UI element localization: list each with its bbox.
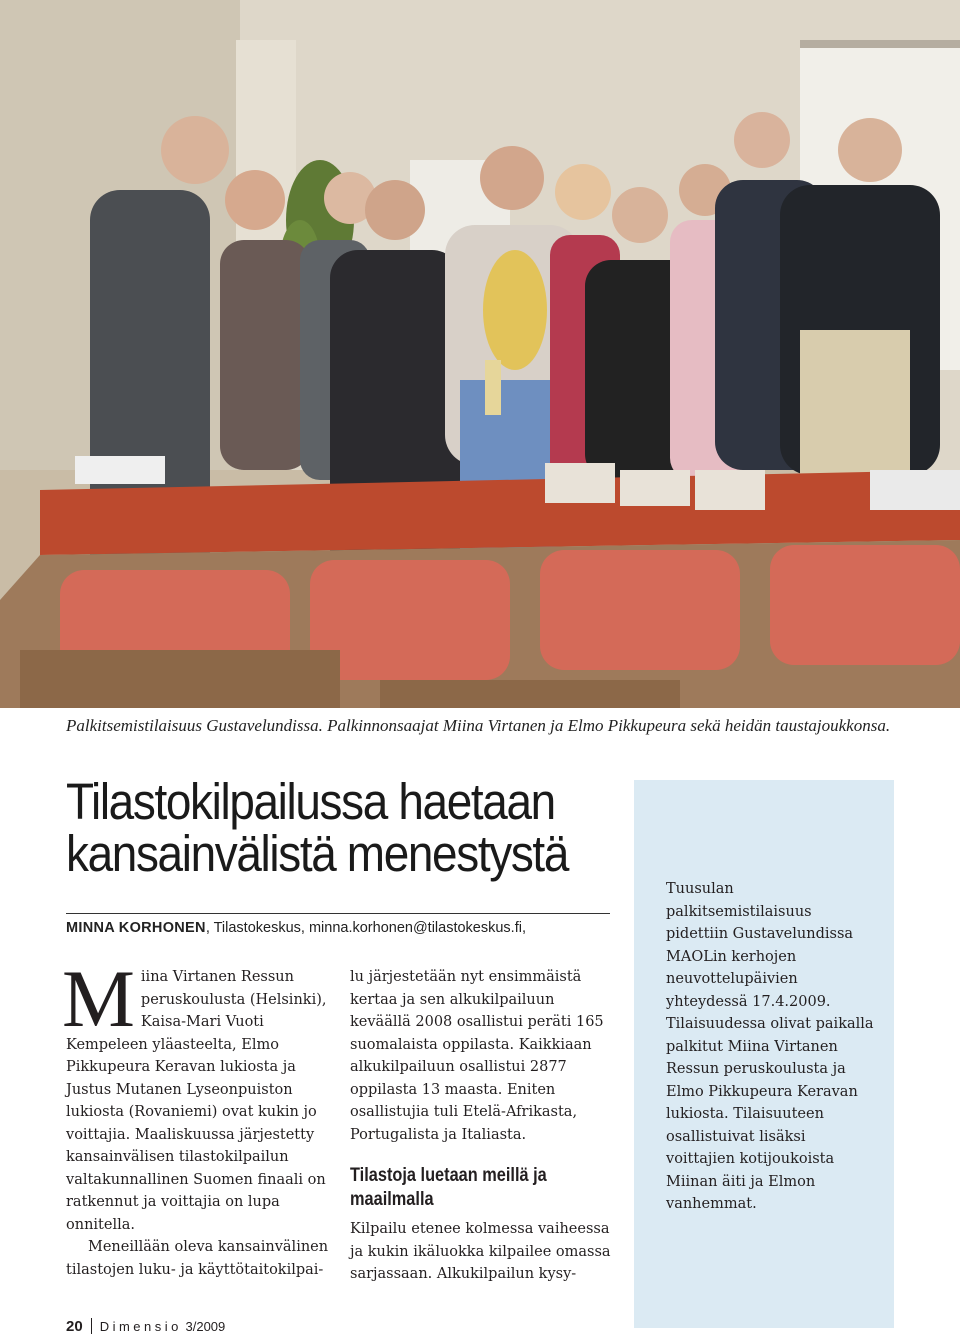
byline-author: MINNA KORHONEN — [66, 920, 206, 936]
intro-paragraph — [62, 953, 331, 1236]
paragraph-continued: lu järjestetään nyt ensimmäistä kertaa ja sen alkukilpailuun keväällä 2008 osallistui peräti 165 suomalaista oppilasta. Kaikkiaan alkukilpailuun osallistui 2877 oppilasta 13 maasta. Eniten osallistujia tuli Etelä-Afrikasta, Portugalista ja Italiasta. — [350, 969, 604, 1143]
section-subheading: Tilastoja luetaan meillä ja maailmalla — [350, 1165, 547, 1210]
byline — [66, 920, 626, 936]
byline-divider — [66, 913, 610, 914]
paragraph-3: Kilpailu etenee kolmessa vaiheessa ja kukin ikäluokka kilpailee omassa sarjassaan. Alkukilpailun kysy- — [350, 1221, 611, 1282]
footer-separator — [91, 1318, 92, 1334]
headline-line-1: Tilastokilpailussa haetaan — [66, 773, 555, 830]
page-footer — [66, 1318, 225, 1335]
issue-number: 3/2009 — [185, 1319, 226, 1334]
drop-cap: M — [62, 953, 135, 1044]
headline-line-2: kansainvälistä menestystä — [66, 825, 569, 882]
intro-text: iina Virtanen Ressun peruskoulusta (Helsinki), Kaisa-Mari Vuoti Kempeleen yläasteelta, Elmo Pikkupeura Keravan lukiosta ja Justus Mutanen Lyseonpuiston lukiosta (Rovaniemi) ovat kukin jo voittajia. Maaliskuussa järjestetty kansainvälisen tilastokilpailun valtakunnallinen Suomen finaali on ratkennut ja voittajia on lupa onnitella. — [66, 969, 327, 1233]
article-column-1 — [62, 953, 331, 1281]
sidebar-text: Tuusulan palkitsemistilaisuus pidettiin Gustavelundissa MAOLin kerhojen neuvottelupäivien yhteydessä 17.4.2009. Tilaisuudessa olivat paikalla palkitut Miina Virtanen Ressun peruskoulusta ja Elmo Pikkupeura Keravan lukiosta. Tilaisuuteen osallistuivat lisäksi voittajien kotijoukoista Miinan äiti ja Elmon vanhemmat. — [666, 881, 874, 1212]
article-column-2 — [350, 966, 615, 1286]
byline-details: , Tilastokeskus, minna.korhonen@tilastokeskus.fi, — [205, 920, 526, 936]
photo-caption: Palkitsemistilaisuus Gustavelundissa. Palkinnonsaajat Miina Virtanen ja Elmo Pikkupeura sekä heidän taustajoukkonsa. — [66, 716, 891, 735]
article-headline — [66, 773, 570, 882]
paragraph-2: Meneillään oleva kansainvälinen tilastojen luku- ja käyttötaitokilpai- — [66, 1239, 329, 1278]
page-number: 20 — [66, 1318, 83, 1335]
sidebar-box — [634, 780, 894, 1328]
magazine-name: Dimensio — [99, 1319, 182, 1334]
